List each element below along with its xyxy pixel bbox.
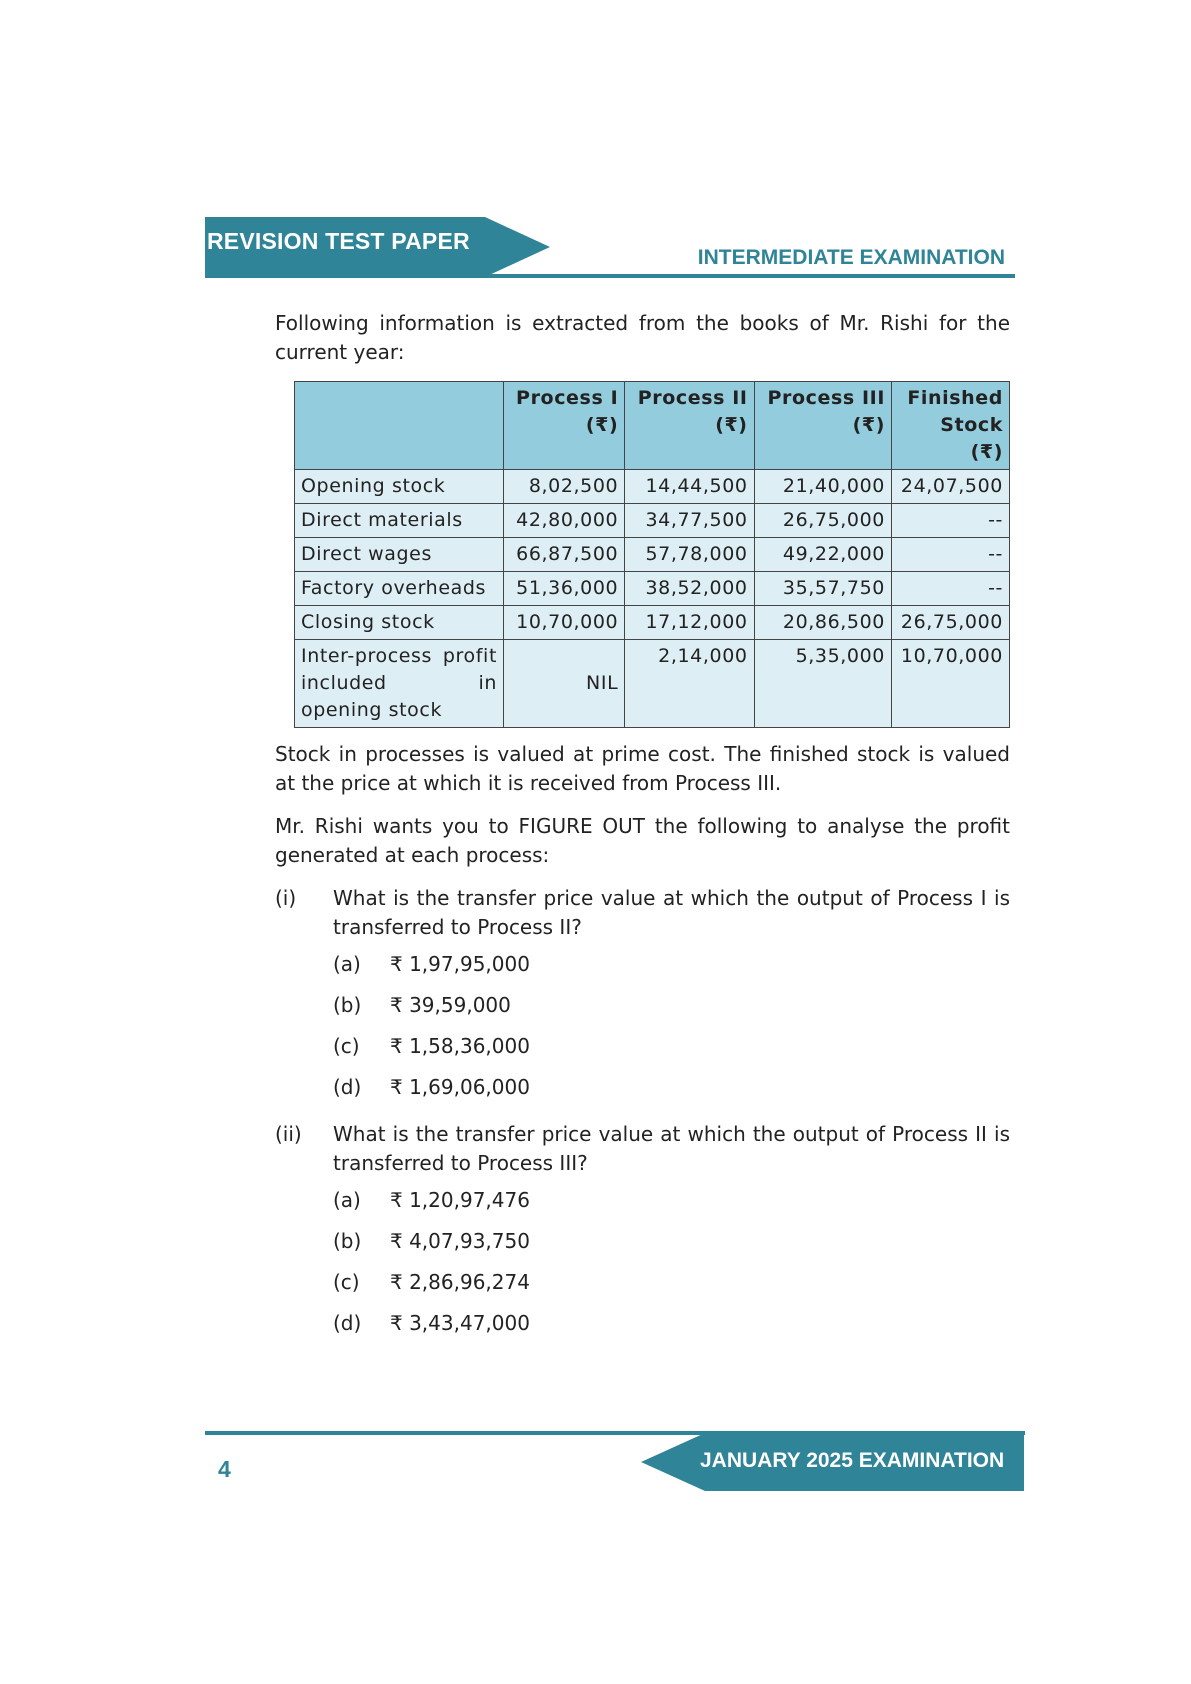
options-list <box>333 1186 1010 1350</box>
question-text: What is the transfer price value at which the output of Process II is transferred to Process III? <box>333 1122 1010 1175</box>
page-content <box>275 309 1010 1356</box>
header-rule <box>205 274 1015 278</box>
table-cell: -- <box>892 538 1010 572</box>
table-header-process-1: Process I (₹) <box>504 382 625 470</box>
question-text: What is the transfer price value at which the output of Process I is transferred to Process II? <box>333 886 1010 939</box>
table-cell: 66,87,500 <box>504 538 625 572</box>
option-item: (d) ₹ 3,43,47,000 <box>333 1309 1010 1350</box>
table-cell: 35,57,750 <box>754 572 891 606</box>
table-row <box>295 606 1010 640</box>
option-value: ₹ 4,07,93,750 <box>390 1229 530 1253</box>
option-item: (c) ₹ 1,58,36,000 <box>333 1032 1010 1073</box>
table-cell: 5,35,000 <box>754 640 891 728</box>
exam-label: INTERMEDIATE EXAMINATION <box>697 246 1005 269</box>
table-cell: 51,36,000 <box>504 572 625 606</box>
row-label: Inter-process profit included in opening stock <box>295 640 504 728</box>
table-row <box>295 640 1010 728</box>
header-title: REVISION TEST PAPER <box>207 228 470 254</box>
table-cell: 2,14,000 <box>625 640 754 728</box>
table-cell: 26,75,000 <box>754 504 891 538</box>
table-cell: 38,52,000 <box>625 572 754 606</box>
row-label: Direct wages <box>295 538 504 572</box>
intro-paragraph: Following information is extracted from the books of Mr. Rishi for the current year: <box>275 311 1010 364</box>
table-cell: 10,70,000 <box>504 606 625 640</box>
option-item: (b) ₹ 39,59,000 <box>333 991 1010 1032</box>
table-cell: 26,75,000 <box>892 606 1010 640</box>
row-label: Direct materials <box>295 504 504 538</box>
option-value: ₹ 1,58,36,000 <box>390 1034 530 1058</box>
option-item: (a) ₹ 1,97,95,000 <box>333 950 1010 991</box>
table-cell: 34,77,500 <box>625 504 754 538</box>
table-cell: 57,78,000 <box>625 538 754 572</box>
question-number: (ii) <box>275 1122 302 1146</box>
table-row <box>295 538 1010 572</box>
option-value: ₹ 1,20,97,476 <box>390 1188 530 1212</box>
row-label: Closing stock <box>295 606 504 640</box>
table-header-row <box>295 382 1010 470</box>
question-number: (i) <box>275 886 297 910</box>
option-value: ₹ 3,43,47,000 <box>390 1311 530 1335</box>
instruction-paragraph: Mr. Rishi wants you to FIGURE OUT the following to analyse the profit generated at each process: <box>275 814 1010 867</box>
table-cell: 10,70,000 <box>892 640 1010 728</box>
page-number: 4 <box>218 1456 231 1482</box>
option-item: (b) ₹ 4,07,93,750 <box>333 1227 1010 1268</box>
option-value: ₹ 1,97,95,000 <box>390 952 530 976</box>
table-cell: 24,07,500 <box>892 470 1010 504</box>
option-item: (c) ₹ 2,86,96,274 <box>333 1268 1010 1309</box>
table-header-process-3: Process III (₹) <box>754 382 891 470</box>
note-paragraph: Stock in processes is valued at prime cost. The finished stock is valued at the price at which it is received from Process III. <box>275 742 1010 795</box>
table-cell: 49,22,000 <box>754 538 891 572</box>
process-data-table <box>294 381 1010 728</box>
options-list <box>333 950 1010 1114</box>
table-cell: 20,86,500 <box>754 606 891 640</box>
option-item: (a) ₹ 1,20,97,476 <box>333 1186 1010 1227</box>
footer-exam-label: JANUARY 2025 EXAMINATION <box>700 1449 1005 1472</box>
row-label: Factory overheads <box>295 572 504 606</box>
question-2 <box>275 1120 1010 1350</box>
table-row <box>295 572 1010 606</box>
table-header-finished-stock: Finished Stock (₹) <box>892 382 1010 470</box>
option-item: (d) ₹ 1,69,06,000 <box>333 1073 1010 1114</box>
row-label: Opening stock <box>295 470 504 504</box>
table-cell: 42,80,000 <box>504 504 625 538</box>
option-value: ₹ 39,59,000 <box>390 993 511 1017</box>
table-header-process-2: Process II (₹) <box>625 382 754 470</box>
table-cell: NIL <box>504 640 625 728</box>
question-1 <box>275 884 1010 1114</box>
option-value: ₹ 2,86,96,274 <box>390 1270 530 1294</box>
table-cell: 8,02,500 <box>504 470 625 504</box>
table-cell: -- <box>892 572 1010 606</box>
table-cell: 21,40,000 <box>754 470 891 504</box>
table-row <box>295 504 1010 538</box>
table-cell: 17,12,000 <box>625 606 754 640</box>
table-row <box>295 470 1010 504</box>
table-cell: 14,44,500 <box>625 470 754 504</box>
table-header-blank <box>295 382 504 470</box>
option-value: ₹ 1,69,06,000 <box>390 1075 530 1099</box>
table-cell: -- <box>892 504 1010 538</box>
